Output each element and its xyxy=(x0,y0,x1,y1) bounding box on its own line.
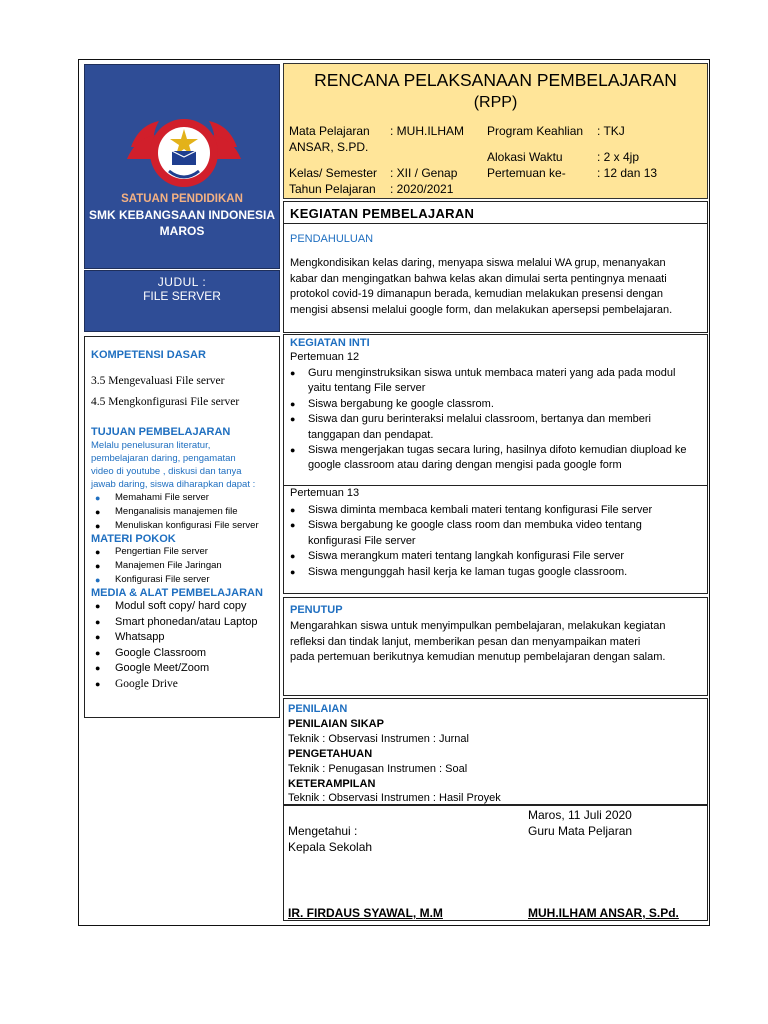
bullet-icon: ● xyxy=(290,398,296,409)
head-name: IR. FIRDAUS SYAWAL, M.M xyxy=(288,906,443,920)
materi-list xyxy=(91,545,273,587)
sikap-heading: PENILAIAN SIKAP xyxy=(288,718,384,730)
document-title: RENCANA PELAKSANAAN PEMBELAJARAN xyxy=(314,70,677,90)
bullet-icon: ● xyxy=(95,632,101,642)
bullet-icon: ● xyxy=(290,566,296,577)
teacher-role: Guru Mata Peljaran xyxy=(528,824,633,838)
divider xyxy=(284,223,707,224)
kompetensi-item: 4.5 Mengkonfigurasi File server xyxy=(91,396,240,408)
list-item: ● Siswa mengerjakan tugas secara luring, hasilnya difoto kemudian diupload ke google classroom atau daring dengan mengisi pada google form xyxy=(290,444,687,472)
list-item: ● Guru menginstruksikan siswa untuk membaca materi yang ada pada modul yaitu tentang File server xyxy=(290,367,676,395)
sikap-detail: Teknik : Observasi Instrumen : Jurnal xyxy=(288,733,469,745)
left-info-box xyxy=(84,336,280,718)
list-item: ● Whatsapp xyxy=(91,630,273,646)
penutup-text: Mengarahkan siswa untuk menyimpulkan pembelajaran, melakukan kegiatan refleksi dan tindak lanjut, memberikan pesan dan menyampaikan materi pada pertemuan berikutnya kemudian menutup pembelajaran dengan salam. xyxy=(290,620,666,663)
bullet-icon: ● xyxy=(290,368,296,378)
materi-heading: MATERI POKOK xyxy=(91,533,176,545)
pertemuan-12-list xyxy=(290,366,687,474)
list-item: ● Google Classroom xyxy=(91,646,273,662)
document-subtitle: (RPP) xyxy=(473,94,518,111)
tahun-label: Tahun Pelajaran xyxy=(289,182,376,196)
topic-panel xyxy=(84,270,280,332)
list-item: ● Menganalisis manajemen file xyxy=(95,506,238,517)
list-item: ● Siswa merangkum materi tentang langkah konfigurasi File server xyxy=(290,549,687,564)
bullet-icon: ● xyxy=(290,414,296,425)
bullet-icon: ● xyxy=(95,547,101,557)
bullet-icon: ● xyxy=(95,493,101,503)
kegiatan-inti-section xyxy=(283,334,708,594)
kegiatan-section xyxy=(283,201,708,333)
list-item: ● Google Drive xyxy=(91,677,273,693)
pertemuan-13-list xyxy=(290,503,687,580)
tujuan-heading: TUJUAN PEMBELAJARAN xyxy=(91,426,231,438)
penutup-heading: PENUTUP xyxy=(290,604,343,616)
pertemuan-13-label: Pertemuan 13 xyxy=(290,487,360,499)
divider xyxy=(284,485,707,486)
bullet-icon: ● xyxy=(95,663,101,673)
school-brand-panel xyxy=(84,64,280,269)
kegiatan-inti-heading: KEGIATAN INTI xyxy=(290,337,370,349)
media-heading: MEDIA & ALAT PEMBELAJARAN xyxy=(91,587,263,599)
list-item: ● Konfigurasi File server xyxy=(95,574,210,585)
bullet-icon: ● xyxy=(95,678,101,689)
list-item: ● Siswa bergabung ke google classrom. xyxy=(290,397,687,412)
rpp-header xyxy=(283,63,708,199)
bullet-icon: ● xyxy=(95,601,101,611)
bullet-icon: ● xyxy=(95,521,101,531)
teacher-name: MUH.ILHAM ANSAR, S.Pd. xyxy=(528,906,679,920)
unit-label: SATUAN PENDIDIKAN xyxy=(121,193,243,205)
mapel-label: Mata Pelajaran xyxy=(289,124,370,138)
penilaian-section xyxy=(283,698,708,805)
tujuan-intro: Melalu penelusuran literatur, pembelajaran daring, pengamatan video di youtube , diskusi dan tanya jawab daring, siswa diharapkan dapat : xyxy=(91,440,256,490)
list-item: ● Modul soft copy/ hard copy xyxy=(91,599,273,615)
tahun-value: : 2020/2021 xyxy=(390,182,454,196)
program-value: : TKJ xyxy=(597,124,625,138)
mapel-value: : MUH.ILHAM xyxy=(390,124,465,138)
topic-label: JUDUL : xyxy=(157,275,207,289)
kegiatan-heading: KEGIATAN PEMBELAJARAN xyxy=(290,206,475,221)
head-role: Kepala Sekolah xyxy=(288,840,373,854)
pertemuan-12-label: Pertemuan 12 xyxy=(290,351,360,363)
topic-title: FILE SERVER xyxy=(143,289,221,303)
kelas-value: : XII / Genap xyxy=(390,166,458,180)
list-item: ● Siswa bergabung ke google class room dan membuka video tentang konfigurasi File server xyxy=(290,519,642,547)
pendahuluan-heading: PENDAHULUAN xyxy=(290,233,374,245)
list-item: ● Siswa dan guru berinteraksi melalui classroom, bertanya dan memberi tanggapan dan pendapat. xyxy=(290,413,651,441)
keterampilan-detail: Teknik : Observasi Instrumen : Hasil Proyek xyxy=(288,792,501,804)
kompetensi-heading: KOMPETENSI DASAR xyxy=(91,349,206,361)
mapel-value-cont: ANSAR, S.PD. xyxy=(289,140,369,154)
list-item: ● Siswa mengunggah hasil kerja ke laman tugas google classroom. xyxy=(290,565,687,580)
list-item: ● Smart phonedan/atau Laptop xyxy=(91,615,273,631)
media-list xyxy=(91,599,273,692)
list-item: ● Pengertian File server xyxy=(95,546,208,557)
penutup-section xyxy=(283,597,708,696)
alokasi-value: : 2 x 4jp xyxy=(597,150,640,164)
acknowledged-label: Mengetahui : xyxy=(288,824,358,838)
signature-section xyxy=(283,805,708,921)
bullet-icon: ● xyxy=(290,505,296,515)
bullet-icon: ● xyxy=(95,507,101,517)
pertemuan-value: : 12 dan 13 xyxy=(597,166,658,180)
school-name: SMK KEBANGSAAN INDONESIA MAROS xyxy=(88,208,275,238)
keterampilan-heading: KETERAMPILAN xyxy=(288,778,376,790)
program-label: Program Keahlian xyxy=(487,124,584,138)
pengetahuan-detail: Teknik : Penugasan Instrumen : Soal xyxy=(288,763,468,775)
list-item: ● Manajemen File Jaringan xyxy=(95,560,222,571)
bullet-icon: ● xyxy=(95,575,101,585)
penilaian-heading: PENILAIAN xyxy=(288,703,348,715)
pertemuan-label: Pertemuan ke- xyxy=(487,166,566,180)
pengetahuan-heading: PENGETAHUAN xyxy=(288,748,373,760)
bullet-icon: ● xyxy=(290,520,296,531)
kelas-label: Kelas/ Semester xyxy=(289,166,378,180)
list-item: ● Memahami File server xyxy=(95,492,209,503)
list-item: ● Siswa diminta membaca kembali materi tentang konfigurasi File server xyxy=(290,503,687,518)
list-item: ● Menuliskan konfigurasi File server xyxy=(95,520,259,531)
kompetensi-item: 3.5 Mengevaluasi File server xyxy=(91,375,225,387)
bullet-icon: ● xyxy=(290,551,296,562)
tujuan-list xyxy=(91,491,273,533)
bullet-icon: ● xyxy=(95,561,101,571)
bullet-icon: ● xyxy=(95,616,101,627)
place-date: Maros, 11 Juli 2020 xyxy=(528,808,632,822)
pendahuluan-text: Mengkondisikan kelas daring, menyapa siswa melalui WA grup, menanyakan kabar dan mengingatkan bahwa kelas akan dimulai serta pentingnya menaati protokol covid-19 dimanapun berada, kemudian melakukan presensi dengan mengisi absensi melalui google form, dan melakukan apersepsi pembelajaran. xyxy=(290,257,673,316)
list-item: ● Google Meet/Zoom xyxy=(91,661,273,677)
bullet-icon: ● xyxy=(95,647,101,658)
bullet-icon: ● xyxy=(290,445,296,456)
alokasi-label: Alokasi Waktu xyxy=(487,150,563,164)
